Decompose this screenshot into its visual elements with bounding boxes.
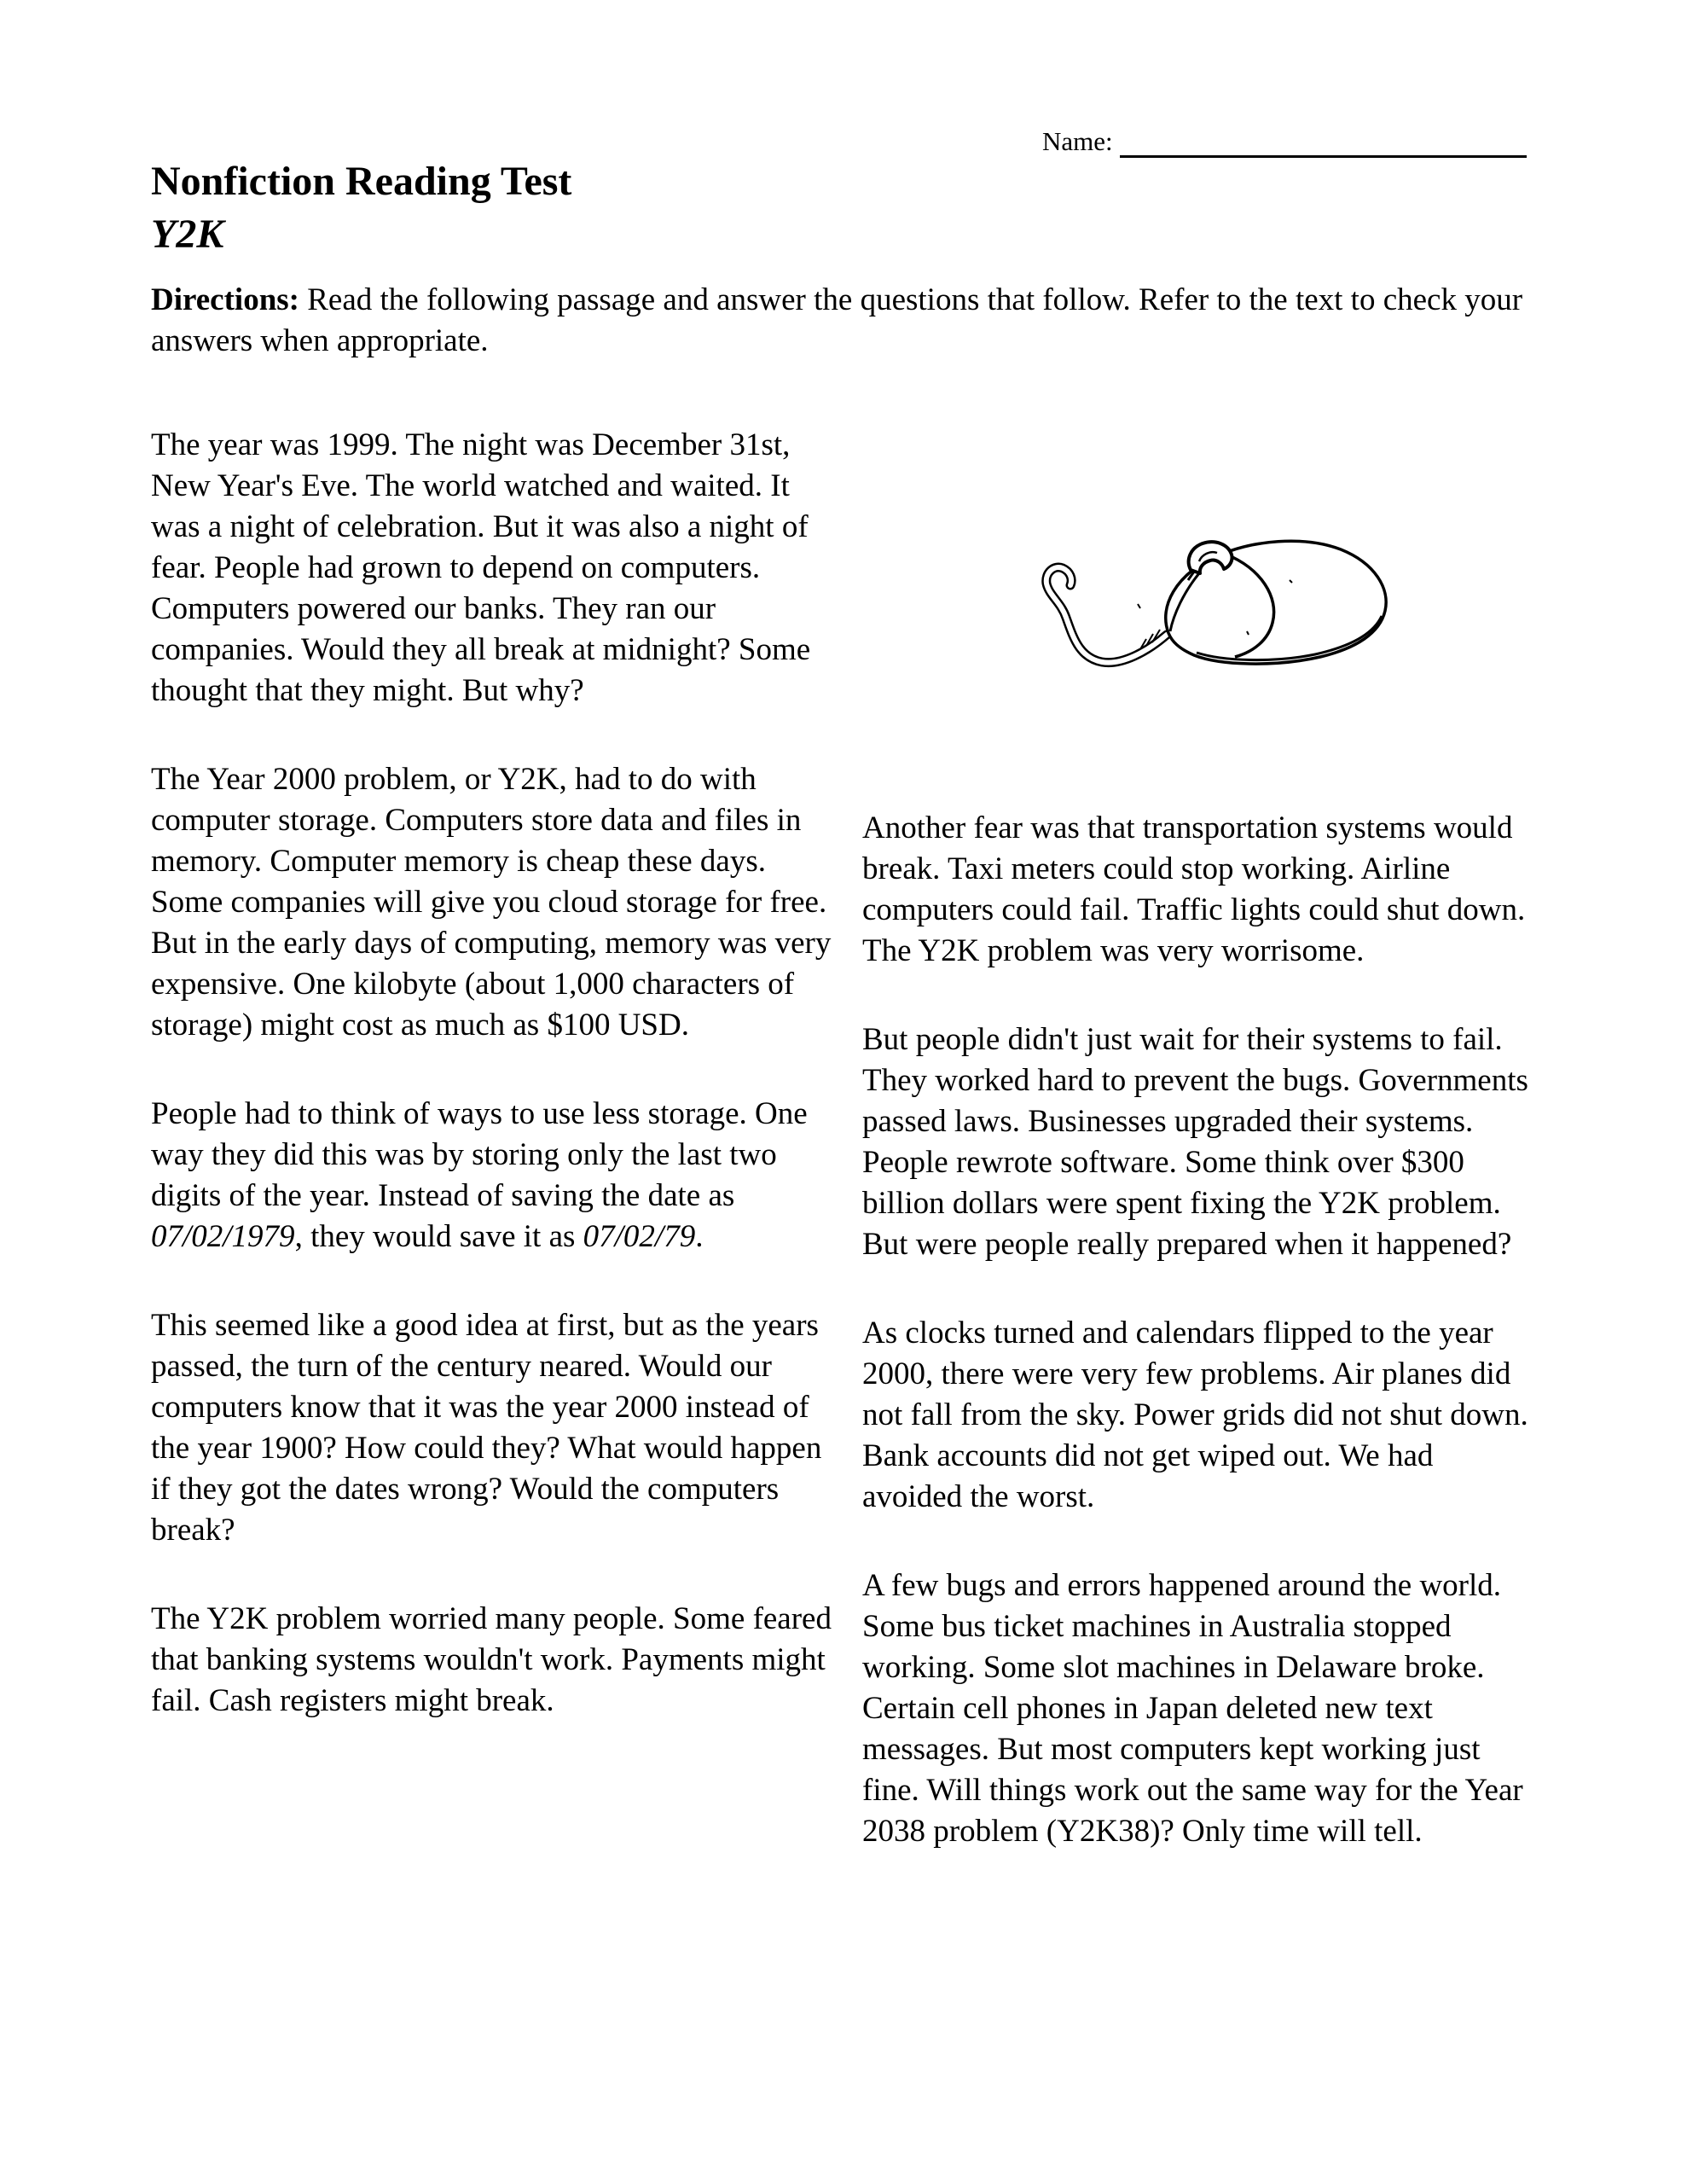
text-run: The Year 2000 problem, or Y2K, had to do with computer storage. Computers store data and files in memory. Computer memory is cheap these days. Some companies will give you cloud storage for free. But in the early days of computing, memory was very expensive. One kilobyte (about 1,000 characters of storage) might cost as much as $100 USD. bbox=[151, 762, 832, 1043]
directions bbox=[151, 280, 1528, 362]
passage-right-paragraphs bbox=[862, 808, 1536, 1852]
page-title: Nonfiction Reading Test bbox=[151, 159, 572, 204]
text-run: People had to think of ways to use less storage. One way they did this was by storing only the last two digits of the year. Instead of saving the date as bbox=[151, 1096, 808, 1213]
passage-paragraph bbox=[151, 1094, 844, 1258]
mouse-cable-core bbox=[1046, 567, 1167, 663]
text-run: This seemed like a good idea at first, but as the years passed, the turn of the century neared. Would our computers know that it was the year 2000 instead of the year 1900? How could they? What would happen if they got the dates wrong? Would the computers break? bbox=[151, 1308, 822, 1548]
text-run: As clocks turned and calendars flipped to the year 2000, there were very few problems. Air planes did not fall from the sky. Power grids did not shut down. Bank accounts did not get wiped out. We had avoided the worst. bbox=[862, 1316, 1528, 1514]
text-run: The Y2K problem worried many people. Some feared that banking systems wouldn't work. Payments might fail. Cash registers might break. bbox=[151, 1601, 832, 1718]
passage-paragraph bbox=[862, 808, 1536, 972]
text-run: , they would save it as bbox=[294, 1219, 583, 1254]
figure-wrap bbox=[862, 425, 1536, 808]
name-label: Name: bbox=[1042, 126, 1113, 156]
passage-paragraph bbox=[862, 1019, 1536, 1265]
passage-right-column bbox=[862, 425, 1536, 1900]
passage-left-column bbox=[151, 425, 844, 1900]
passage bbox=[151, 425, 1536, 1900]
computer-mouse-icon bbox=[1032, 531, 1390, 684]
text-run: The year was 1999. The night was December 31st, New Year's Eve. The world watched and waited. It was a night of celebration. But it was also a night of fear. People had grown to depend on computers. Computers powered our banks. They ran our companies. Would they all break at midnight? Some thought that they might. But why? bbox=[151, 427, 811, 708]
passage-paragraph bbox=[151, 1305, 844, 1551]
passage-paragraph bbox=[151, 759, 844, 1046]
passage-paragraph bbox=[151, 1599, 844, 1722]
page-subtitle: Y2K bbox=[151, 212, 224, 257]
passage-paragraph bbox=[862, 1313, 1536, 1518]
text-run: Another fear was that transportation systems would break. Taxi meters could stop working. Airline computers could fail. Traffic lights could shut down. The Y2K problem was very worrisome. bbox=[862, 810, 1526, 968]
passage-paragraph bbox=[862, 1565, 1536, 1852]
text-run: But people didn't just wait for their systems to fail. They worked hard to prevent the bugs. Governments passed laws. Businesses upgraded their systems. People rewrote software. Some think over $300 billion dollars were spent fixing the Y2K problem. But were people really prepared when it happened? bbox=[862, 1022, 1528, 1262]
name-blank-line bbox=[1120, 123, 1527, 158]
directions-text: Read the following passage and answer the questions that follow. Refer to the text to check your answers when appropriate. bbox=[151, 282, 1523, 358]
italic-text-run: 07/02/1979 bbox=[151, 1219, 295, 1254]
text-run: A few bugs and errors happened around the world. Some bus ticket machines in Australia stopped working. Some slot machines in Delaware broke. Certain cell phones in Japan deleted new text messages. But most computers kept working just fine. Will things work out the same way for the Year 2038 problem (Y2K38)? Only time will tell. bbox=[862, 1568, 1523, 1849]
text-run: . bbox=[695, 1219, 704, 1254]
passage-paragraph bbox=[151, 425, 844, 712]
italic-text-run: 07/02/79 bbox=[583, 1219, 696, 1254]
directions-label: Directions: bbox=[151, 282, 299, 317]
name-field bbox=[1042, 123, 1527, 158]
